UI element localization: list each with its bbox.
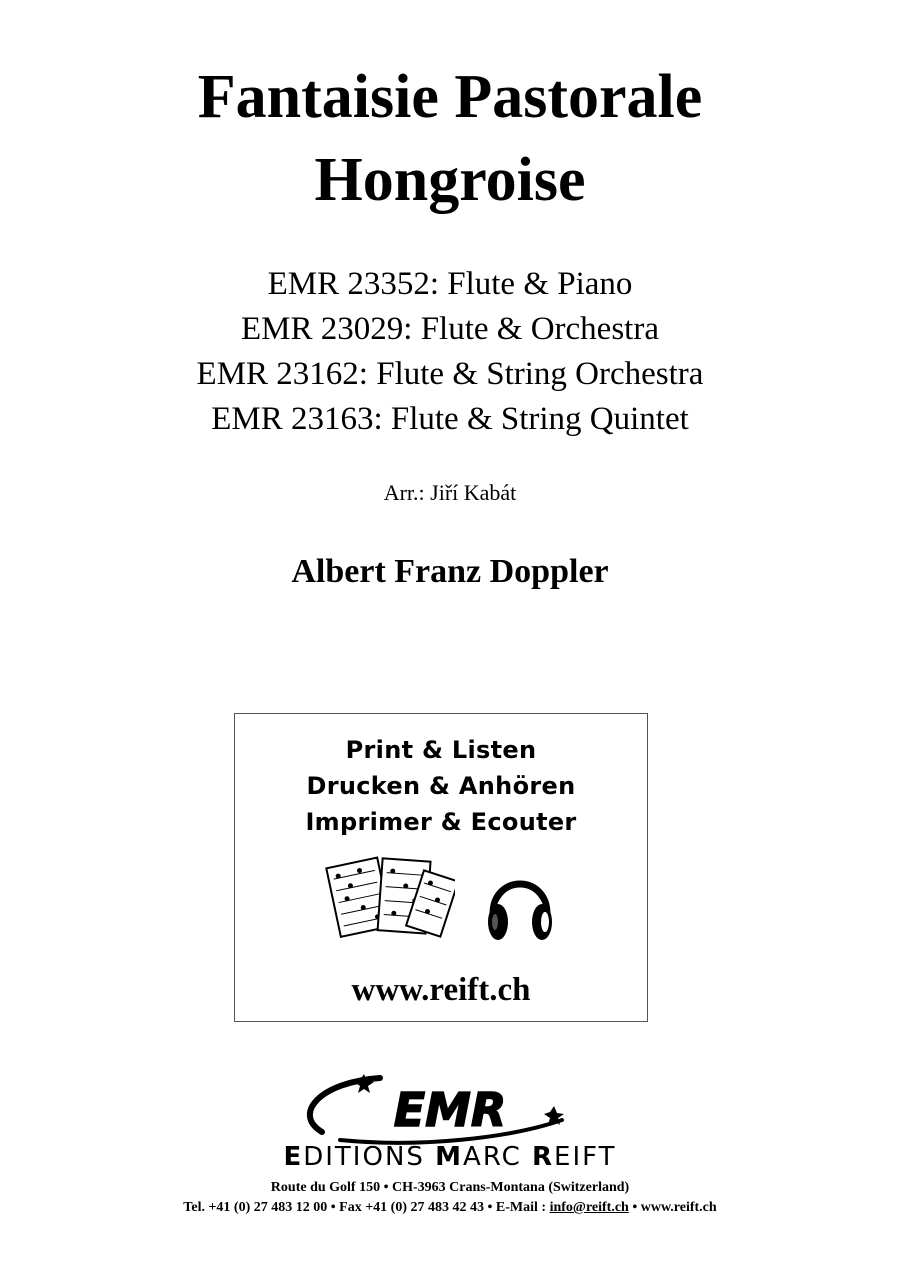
print-listen-box [234, 713, 648, 1022]
publisher-name-part: ARC [463, 1142, 533, 1172]
edition-item: EMR 23163: Flute & String Quintet [211, 401, 689, 437]
title-line-1: Fantaisie Pastorale [197, 63, 703, 131]
headphones-icon [485, 862, 555, 947]
contact-phone-fax: Tel. +41 (0) 27 483 12 00 • Fax +41 (0) 27 483 42 43 • E-Mail : [183, 1200, 550, 1215]
arranger: Arr.: Jiří Kabát [383, 480, 517, 505]
publisher-address: Route du Golf 150 • CH-3963 Crans-Montana (Switzerland) [270, 1180, 630, 1195]
edition-item: EMR 23352: Flute & Piano [267, 266, 633, 302]
edition-item: EMR 23162: Flute & String Orchestra [196, 356, 704, 392]
publisher-name [0, 1142, 900, 1172]
publisher-contact [0, 1200, 900, 1216]
sheet-music-icon [325, 852, 455, 947]
publisher-name-part: R [532, 1142, 555, 1172]
edition-item: EMR 23029: Flute & Orchestra [241, 311, 659, 347]
promo-line: Drucken & Anhören [306, 772, 576, 800]
contact-website: • www.reift.ch [628, 1200, 717, 1215]
publisher-name-part: DITIONS [303, 1142, 436, 1172]
emr-logo [300, 1074, 580, 1146]
promo-url[interactable]: www.reift.ch [351, 972, 531, 1008]
promo-line: Imprimer & Ecouter [305, 808, 577, 836]
composer: Albert Franz Doppler [291, 553, 609, 590]
publisher-name-part: E [283, 1142, 304, 1172]
publisher-name-part: M [435, 1142, 464, 1172]
edition-list [0, 262, 900, 442]
publisher-name-part: EIFT [554, 1142, 617, 1172]
title-line-2: Hongroise [314, 146, 586, 214]
email-link[interactable]: info@reift.ch [549, 1200, 629, 1215]
promo-line: Print & Listen [345, 736, 537, 764]
emr-logo-text: EMR [393, 1083, 507, 1137]
